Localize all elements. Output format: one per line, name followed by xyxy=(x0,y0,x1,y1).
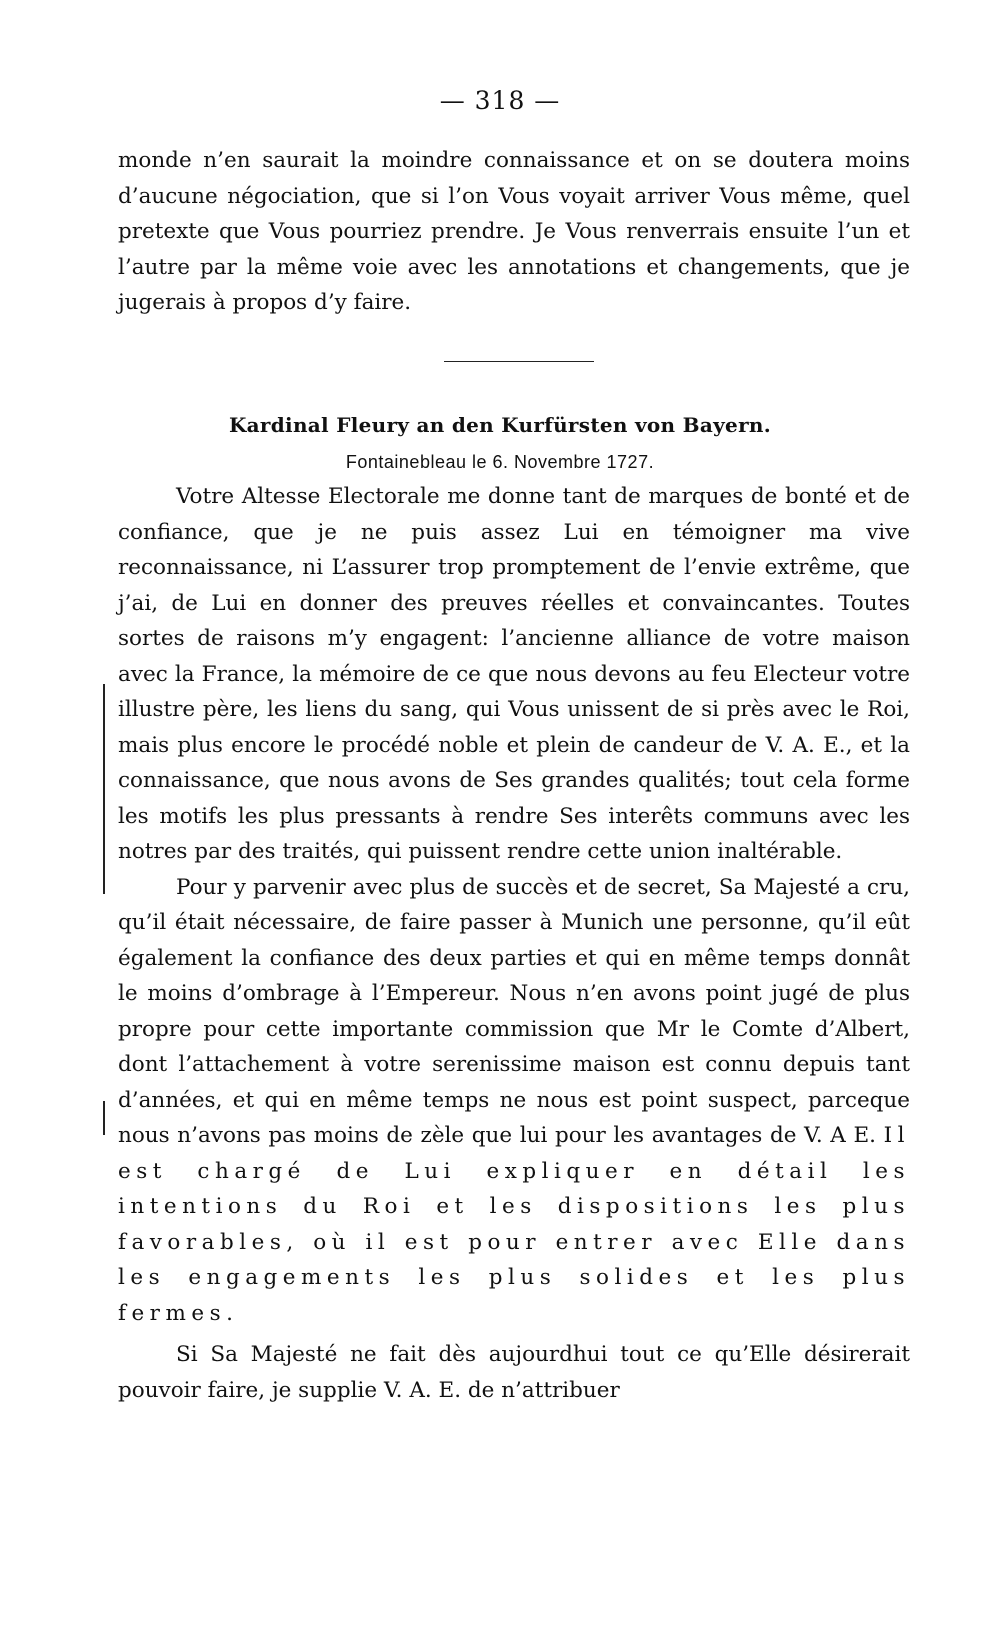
letter-paragraph-1: Votre Altesse Electorale me donne tant de marques de bonté et de confiance, que je ne puis assez Lui en témoigner ma vive reconnaissance, ni L’assurer trop promptement de l’envie extrême, que j’ai, de Lui en donner des preuves réelles et convaincantes. Toutes sortes de raisons m’y engagent: l’ancienne alliance de votre maison avec la France, la mémoire de ce que nous devons au feu Electeur votre illustre père, les liens du sang, qui Vous unissent de si près avec le Roi, mais plus encore le procédé noble et plein de candeur de V. A. E., et la connaissance, que nous avons de Ses grandes qualités; tout cela forme les motifs les plus pressants à rendre Ses interêts communs avec les notres par des traités, qui puissent rendre cette union inaltérable. xyxy=(118,484,910,864)
letter-paragraph-2 xyxy=(118,870,910,1332)
paragraph-2-text: Pour y parvenir avec plus de succès et de secret, Sa Majesté a cru, qu’il était nécessaire, de faire passer à Munich une personne, qu’il eût également la confiance des deux parties et qui en même temps donnât le moins d’ombrage à l’Empereur. Nous n’en avons point jugé de plus propre pour cette importante commission que Mr le Comte d’Albert, dont l’attachement à votre serenissime maison est connu depuis tant d’années, et qui en même temps ne nous est point suspect, parceque nous n’avons pas moins de zèle que lui pour les avantages de V. A E. xyxy=(118,874,910,1148)
section-divider xyxy=(444,361,594,362)
letter-body xyxy=(118,479,910,1408)
letter-heading: Kardinal Fleury an den Kurfürsten von Bayern. xyxy=(228,413,772,437)
letter-dateline: Fontainebleau le 6. Novembre 1727. xyxy=(345,452,655,472)
letter-paragraph-3: Si Sa Majesté ne fait dès aujourdhui tout ce qu’Elle désirerait pouvoir faire, je supplie V. A. E. de n’attribuer xyxy=(118,1342,910,1403)
continuation-text xyxy=(118,143,910,321)
margin-mark xyxy=(103,1101,105,1135)
continuation-paragraph: monde n’en saurait la moindre connaissance et on se doutera moins d’aucune négociation, que si l’on Vous voyait arriver Vous même, quel pretexte que Vous pourriez prendre. Je Vous renverrais ensuite l’un et l’autre par la même voie avec les annotations et changements, que je jugerais à propos d’y faire. xyxy=(118,148,910,315)
page-number: — 318 — xyxy=(439,86,561,115)
paragraph-2-spaced-text: Il est chargé de Lui expliquer en détail les intentions du Roi et les dispositions les plus favorables, où il est pour entrer avec Elle dans les engagements les plus solides et les plus fermes. xyxy=(118,1123,910,1326)
margin-mark xyxy=(103,684,105,894)
